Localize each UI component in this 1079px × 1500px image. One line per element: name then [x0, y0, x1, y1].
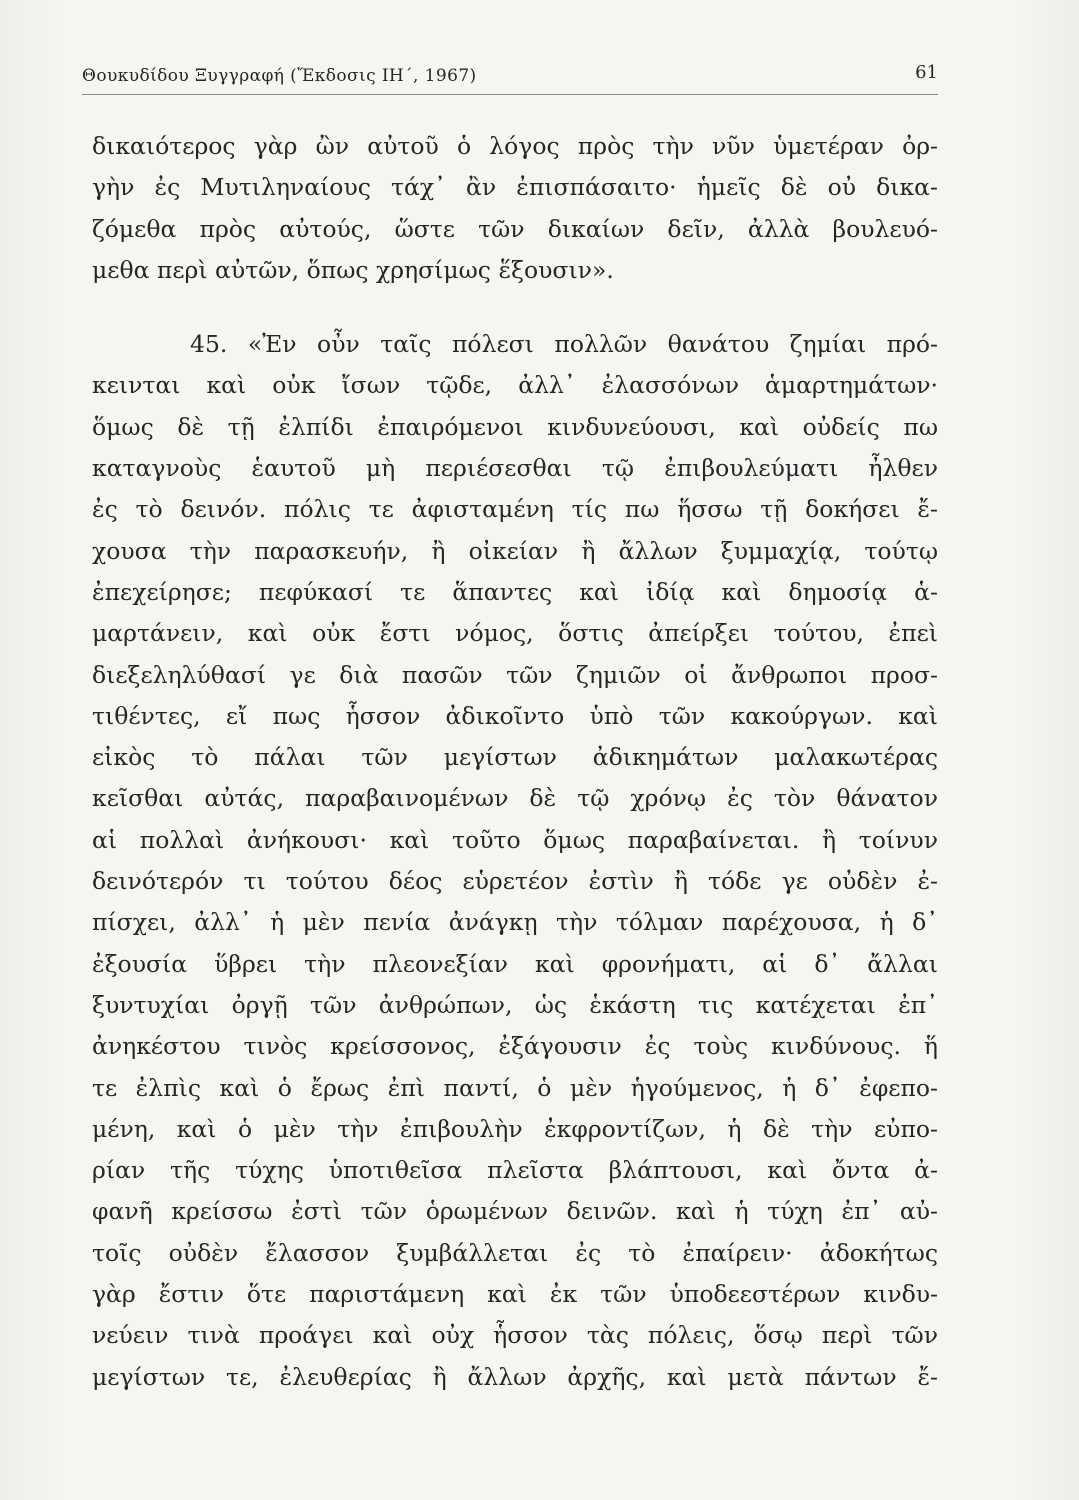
text-line: δεινότερόν τι τούτου δέος εὑρετέον ἐστὶν ἢ τόδε γε οὐδὲν ἐ- [92, 867, 938, 896]
text-line: γὴν ἐς Μυτιληναίους τάχ᾽ ἂν ἐπισπάσαιτο· ἡμεῖς δὲ οὐ δικα- [92, 173, 938, 202]
page-number: 61 [915, 62, 938, 83]
text-line: ἐπεχείρησε; πεφύκασί τε ἅπαντες καὶ ἰδίᾳ καὶ δημοσίᾳ ἁ- [92, 577, 938, 606]
running-head [82, 62, 938, 92]
text-line: ζόμεθα πρὸς αὐτούς, ὥστε τῶν δικαίων δεῖν, ἀλλὰ βουλευό- [92, 214, 938, 243]
running-title: Θουκυδίδου Ξυγγραφή (Ἔκδοσις ΙΗ΄, 1967) [82, 66, 477, 86]
text-line: ρίαν τῆς τύχης ὑποτιθεῖσα πλεῖστα βλάπτουσι, καὶ ὄντα ἀ- [92, 1156, 938, 1185]
text-line: ἐξουσία ὕβρει τὴν πλεονεξίαν καὶ φρονήματι, αἱ δ᾽ ἄλλαι [92, 949, 938, 978]
paragraph-gap [92, 291, 938, 324]
text-line: μαρτάνειν, καὶ οὐκ ἔστι νόμος, ὅστις ἀπείρξει τούτου, ἐπεὶ [92, 619, 938, 648]
header-rule [82, 94, 938, 95]
text-line: γὰρ ἔστιν ὅτε παριστάμενη καὶ ἐκ τῶν ὑποδεεστέρων κινδυ- [92, 1280, 938, 1309]
text-line: εἰκὸς τὸ πάλαι τῶν μεγίστων ἀδικημάτων μαλακωτέρας [92, 743, 938, 772]
text-line: μεγίστων τε, ἐλευθερίας ἢ ἄλλων ἀρχῆς, καὶ μετὰ πάντων ἔ- [92, 1362, 938, 1391]
text-line: τιθέντες, εἴ πως ἧσσον ἀδικοῖντο ὑπὸ τῶν κακούργων. καὶ [92, 701, 938, 730]
text-line: κεινται καὶ οὐκ ἴσων τῷδε, ἀλλ᾽ ἐλασσόνων ἁμαρτημάτων· [92, 371, 938, 400]
text-line: νεύειν τινὰ προάγει καὶ οὐχ ἧσσον τὰς πόλεις, ὅσῳ περὶ τῶν [92, 1321, 938, 1350]
text-line: τοῖς οὐδὲν ἔλασσον ξυμβάλλεται ἐς τὸ ἐπαίρειν· ἀδοκήτως [92, 1238, 938, 1267]
text-line: διεξεληλύθασί γε διὰ πασῶν τῶν ζημιῶν οἱ ἄνθρωποι προσ- [92, 660, 938, 689]
text-line: τε ἐλπὶς καὶ ὁ ἔρως ἐπὶ παντί, ὁ μὲν ἡγούμενος, ἡ δ᾽ ἐφεπο- [92, 1073, 938, 1102]
text-line: αἱ πολλαὶ ἀνήκουσι· καὶ τοῦτο ὅμως παραβαίνεται. ἢ τοίνυν [92, 825, 938, 854]
text-line: μεθα περὶ αὐτῶν, ὅπως χρησίμως ἕξουσιν». [92, 255, 614, 284]
text-line: ξυντυχίαι ὀργῇ τῶν ἀνθρώπων, ὡς ἑκάστη τις κατέχεται ἐπ᾽ [92, 990, 938, 1019]
text-line: φανῆ κρείσσω ἐστὶ τῶν ὁρωμένων δεινῶν. καὶ ἡ τύχη ἐπ᾽ αὐ- [92, 1197, 938, 1226]
chapter-start-line: 45. «Ἐν οὖν ταῖς πόλεσι πολλῶν θανάτου ζημίαι πρό- [190, 330, 938, 359]
text-line: ἐς τὸ δεινόν. πόλις τε ἀφισταμένη τίς πω ἥσσω τῇ δοκήσει ἔ- [92, 495, 938, 524]
body-text [92, 126, 938, 1398]
text-line: κεῖσθαι αὐτάς, παραβαινομένων δὲ τῷ χρόνῳ ἐς τὸν θάνατον [92, 784, 938, 813]
text-line: καταγνοὺς ἑαυτοῦ μὴ περιέσεσθαι τῷ ἐπιβουλεύματι ἦλθεν [92, 454, 938, 483]
text-line: ὅμως δὲ τῇ ἐλπίδι ἐπαιρόμενοι κινδυνεύουσι, καὶ οὐδείς πω [92, 412, 938, 441]
text-line: πίσχει, ἀλλ᾽ ἡ μὲν πενία ἀνάγκῃ τὴν τόλμαν παρέχουσα, ἡ δ᾽ [92, 908, 938, 937]
text-line: μένη, καὶ ὁ μὲν τὴν ἐπιβουλὴν ἐκφροντίζων, ἡ δὲ τὴν εὐπο- [92, 1114, 938, 1143]
text-line: ἀνηκέστου τινὸς κρείσσονος, ἐξάγουσιν ἐς τοὺς κινδύνους. ἥ [92, 1032, 938, 1061]
text-line: δικαιότερος γὰρ ὢν αὐτοῦ ὁ λόγος πρὸς τὴν νῦν ὑμετέραν ὀρ- [92, 132, 938, 160]
text-line: χουσα τὴν παρασκευήν, ἢ οἰκείαν ἢ ἄλλων ξυμμαχίᾳ, τούτῳ [92, 536, 938, 565]
